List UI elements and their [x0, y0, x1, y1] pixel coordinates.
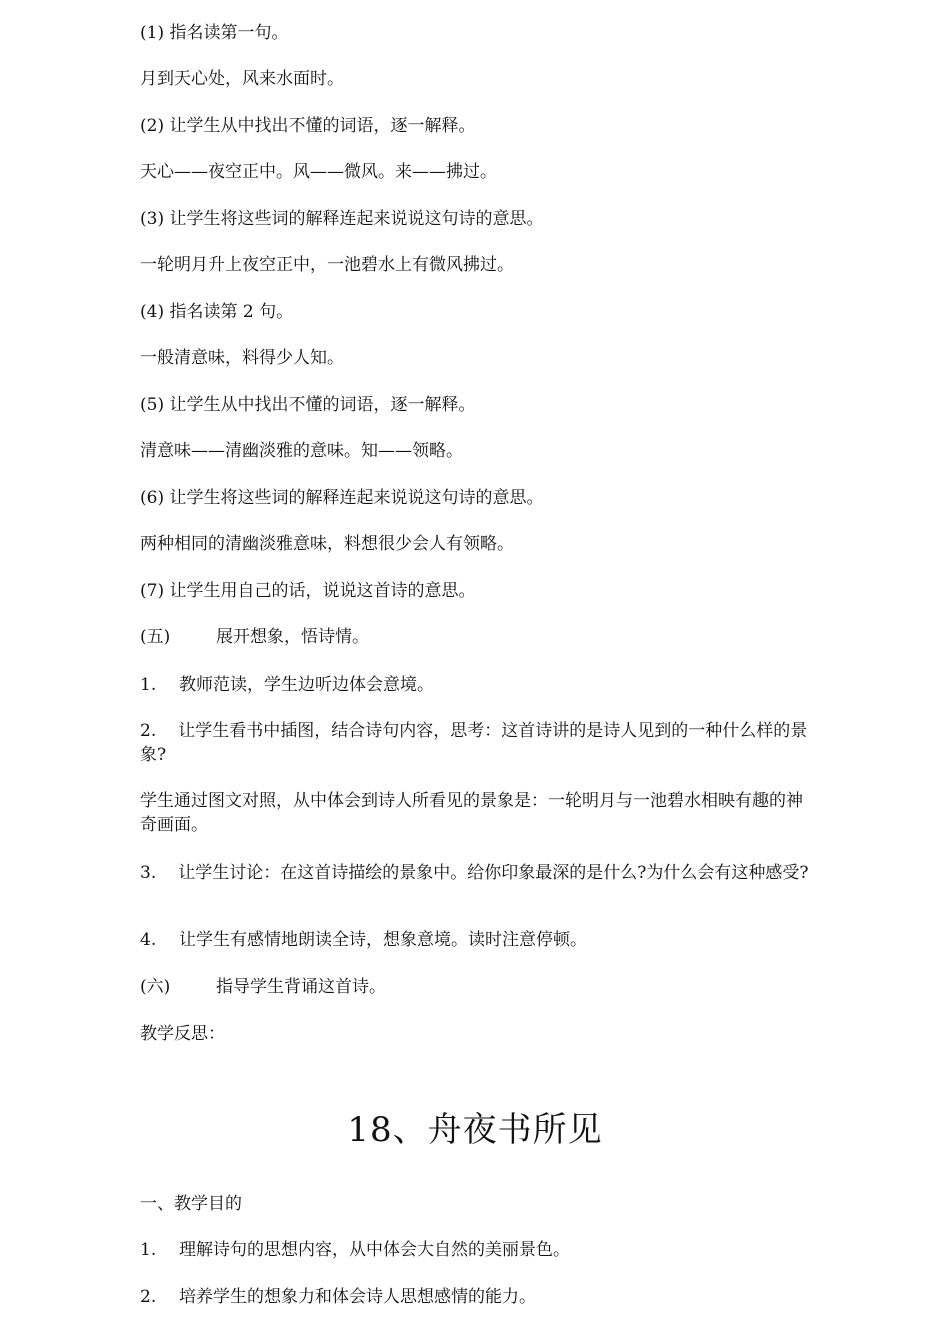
list-item-1: [140, 673, 815, 697]
step-3-line: (3) 让学生将这些词的解释连起来说说这句诗的意思。: [140, 209, 544, 229]
answer-paragraph: 学生通过图文对照，从中体会到诗人所看见的景象是：一轮明月与一池碧水相映有趣的神奇画面。: [140, 791, 803, 835]
section-text: 指导学生背诵这首诗。: [216, 977, 386, 997]
list-item-text: 让学生有感情地朗读全诗，想象意境。读时注意停顿。: [179, 930, 587, 950]
step-2-line: (2) 让学生从中找出不懂的词语，逐一解释。: [140, 116, 476, 136]
list-item-number: 4.: [140, 930, 157, 950]
section-heading-goals: 一、教学目的: [140, 1194, 242, 1214]
list-item-3: [140, 861, 815, 885]
teaching-reflection-label: 教学反思：: [140, 1024, 225, 1044]
section-heading-6: [140, 975, 815, 999]
goal-item-1: [140, 1238, 815, 1262]
section-text: 展开想象，悟诗情。: [216, 627, 369, 647]
step-5-line: (5) 让学生从中找出不懂的词语，逐一解释。: [140, 395, 476, 415]
list-item-text: 让学生讨论：在这首诗描绘的景象中。给你印象最深的是什么?为什么会有这种感受?: [178, 863, 809, 883]
lesson-title: 18、舟夜书所见: [347, 1110, 603, 1150]
list-item-number: 3.: [140, 863, 157, 883]
word-explanation-1: 天心——夜空正中。风——微风。来——拂过。: [140, 162, 497, 182]
step-6-line: (6) 让学生将这些词的解释连起来说说这句诗的意思。: [140, 488, 544, 508]
list-item-number: 1.: [140, 675, 157, 695]
meaning-line-2: 两种相同的清幽淡雅意味，料想很少会人有领略。: [140, 534, 514, 554]
step-4-line: (4) 指名读第 2 句。: [140, 302, 294, 322]
goal-text: 理解诗句的思想内容，从中体会大自然的美丽景色。: [179, 1240, 570, 1260]
section-number: (五): [140, 627, 171, 647]
poem-line-1: 月到天心处，风来水面时。: [140, 69, 344, 89]
list-item-4: [140, 928, 815, 952]
poem-line-2: 一般清意味，料得少人知。: [140, 348, 344, 368]
goal-number: 2.: [140, 1287, 157, 1307]
section-heading-5: [140, 625, 815, 649]
goal-text: 培养学生的想象力和体会诗人思想感情的能力。: [179, 1287, 536, 1307]
step-1-line: (1) 指名读第一句。: [140, 23, 289, 43]
list-item-text: 让学生看书中插图，结合诗句内容，思考：这首诗讲的是诗人见到的一种什么样的景象?: [140, 721, 808, 765]
meaning-line-1: 一轮明月升上夜空正中，一池碧水上有微风拂过。: [140, 255, 514, 275]
goal-item-2: [140, 1285, 815, 1309]
goal-number: 1.: [140, 1240, 157, 1260]
section-number: (六): [140, 977, 171, 997]
list-item-text: 教师范读，学生边听边体会意境。: [179, 675, 434, 695]
list-item-number: 2.: [140, 721, 157, 741]
word-explanation-2: 清意味——清幽淡雅的意味。知——领略。: [140, 441, 463, 461]
list-item-2: [140, 719, 815, 767]
step-7-line: (7) 让学生用自己的话，说说这首诗的意思。: [140, 581, 476, 601]
